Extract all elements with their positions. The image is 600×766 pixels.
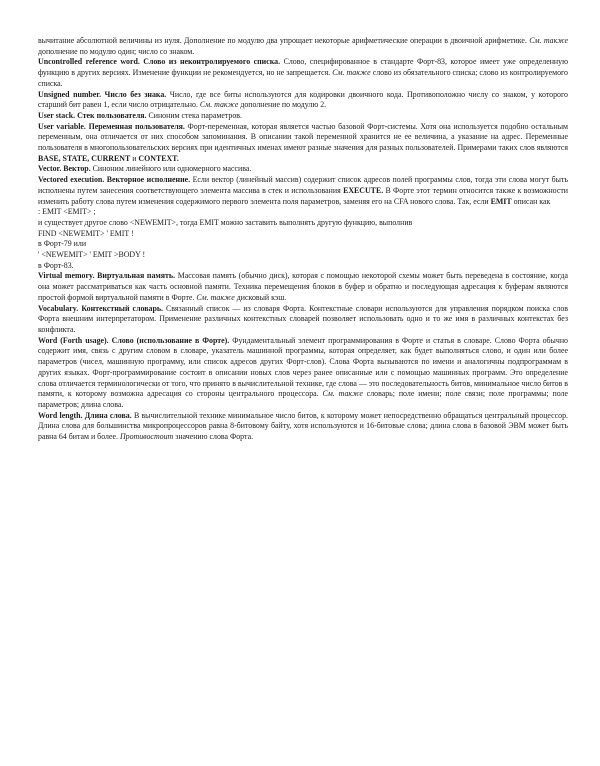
glossary-entry <box>38 271 568 303</box>
entry-text: В вычислительной технике минимальное число битов, к которому может непосредственно обращаться центральный процессор. Длина слова для большинства микропроцессоров равна 8-битовому байту, хотя используются и 16-битовые слова; длина слова в базовой ЭВМ может быть равна 64 битам и более. <box>38 410 568 442</box>
glossary-entry <box>38 175 568 207</box>
entry-text: Если вектор (линейный массив) содержит список адресов полей программы слов, тогда эти слова могут быть исполнены путем занесения соответствующего элемента массива в стек и использования <box>38 175 568 195</box>
entry-text: Синоним линейного или одномерного массива. <box>90 164 252 174</box>
code-line: : EMIT <EMIT> ; <box>38 207 96 217</box>
entry-emphasis: См. также <box>196 292 235 302</box>
entry-term: User stack. Стек пользователя. <box>38 110 147 120</box>
code-example <box>38 207 568 271</box>
entry-text: Связанный список — из словаря Форта. Контекстные словари используются для управления порядком поиска слов Форта внешним интерпретатором. Применение различных контекстных словарей позволяет использовать одно и то же имя в различных контекстах без конфликта. <box>38 303 568 334</box>
glossary-entry <box>38 336 568 411</box>
glossary-entry <box>38 164 568 175</box>
entry-text: Число, где все биты используются для кодировки двоичного кода. Противоположно числу со знаком, у которого старший бит равен 1, если число отрицательно. <box>38 89 568 110</box>
entry-text: В Форте этот термин относится также к возможности изменить работу слова путем изменения содержимого первого элемента поля параметров, заменяя его на CFA нового слова. Так, если <box>38 185 568 206</box>
entry-text: дополнение по модулю 2. <box>238 100 327 110</box>
entry-text: дополнение по модулю один; число со знаком. <box>38 46 195 56</box>
code-line: ' <NEWEMIT> ' EMIT >BODY ! <box>38 250 146 260</box>
entry-term: CONTEXT. <box>138 153 179 163</box>
glossary-entry <box>38 411 568 443</box>
entry-text: Синоним стека параметров. <box>146 110 242 120</box>
entry-term: Vocabulary. Контекстный словарь. <box>38 303 163 313</box>
glossary-entry <box>38 122 568 165</box>
entry-text: словарь; поле имени; поле связи; поле программы; поле параметров; длина слова. <box>38 389 568 409</box>
entry-term: User variable. Переменная пользователя. <box>38 121 185 131</box>
entry-text: вычитание абсолютной величины из нуля. Дополнение по модулю два упрощает некоторые арифметические операции в двоичной арифметике. <box>38 36 530 45</box>
entry-term: Vector. Вектор. <box>38 164 91 174</box>
glossary-entries-bottom <box>38 271 568 442</box>
entry-emphasis: Противостоит <box>119 432 174 442</box>
entry-text: слово из обязательного списка; слово из контролируемого списка. <box>38 68 568 88</box>
entry-emphasis: См. также <box>332 68 371 78</box>
entry-text: и <box>130 153 139 163</box>
entry-term: BASE, STATE, CURRENT <box>38 153 131 163</box>
entry-text: Массовая память (обычно диск), которая с помощью некоторой схемы может быть переведена в состояние, когда она может рассматриваться как часть основной памяти. Техника перемещения блоков в буфер и обратно и последующая адресация к буферам являются простой формой виртуальной памяти в Форте. <box>38 271 568 302</box>
code-line: FIND <NEWEMIT> ' EMIT ! <box>38 228 134 238</box>
entry-emphasis: См. также <box>529 36 569 45</box>
entry-text: Форт-переменная, которая является частью базовой Форт-системы. Хотя она используется подобно остальным переменным, она отличается от них способом запоминания. В описании такой переменной хранится не ее величина, а указание на адрес. Переменные пользователя в многопользовательских версиях при идентичных именах имеют разные значения для разных пользователей. Примерами таких слов являются <box>38 121 568 153</box>
entry-term: Vectored execution. Векторное исполнение. <box>38 175 191 185</box>
entry-text: описан как <box>511 196 551 206</box>
glossary-entries-top <box>38 36 568 207</box>
entry-term: EXECUTE. <box>343 185 384 195</box>
entry-term: Word length. Длина слова. <box>38 410 132 420</box>
code-line: в Форт-79 или <box>38 239 87 249</box>
glossary-entry <box>38 36 568 57</box>
glossary-entry <box>38 304 568 336</box>
entry-term: EMIT <box>490 196 512 206</box>
entry-emphasis: См. также <box>199 100 239 110</box>
code-line: и существует другое слово <NEWEMIT>, тогда EMIT можно заставить выполнять другую функцию, выполнив <box>38 217 413 227</box>
entry-term: Virtual memory. Виртуальная память. <box>38 271 176 281</box>
entry-term: Uncontrolled reference word. Слово из неконтролируемого списка. <box>38 57 281 67</box>
glossary-entry <box>38 57 568 89</box>
entry-term: Unsigned number. Число без знака. <box>38 89 167 99</box>
entry-emphasis: См. также <box>322 389 363 399</box>
entry-term: Word (Forth usage). Слово (использование в Форте). <box>38 335 230 345</box>
entry-text: дисковый кэш. <box>234 292 287 302</box>
entry-text: Фундаментальный элемент программирования в Форте и статья в словаре. Слово Форта обычно содержит имя, связь с другим словом в словаре, указатель машинной программы, которая определяет, как будет выполняться слово, и один или более параметров (чисел, машинную программу, или список адресов других Форт-слов). Слова Форта вызываются по имени и аналогичны подпрограммам в других языках. Форт-программирование состоит в описании новых слов через ранее описанные или с помощью машинных программ. Это определение слова отличается терминологически от того, что принято в вычислительной технике, где слова — это последовательность битов, минимальное число битов в памяти, к которому возможна адресация со стороны центрального процессора. <box>38 335 568 399</box>
code-line: в Форт-83. <box>38 260 74 270</box>
glossary-entry <box>38 90 568 111</box>
entry-text: Слово, специфированное в стандарте Форт-83, которое имеет уже определенную функцию в других версиях. Изменение функции не рекомендуется, но не запрещается. <box>38 57 568 78</box>
glossary-entry <box>38 111 568 122</box>
glossary-page <box>38 36 568 443</box>
entry-text: значению слова Форта. <box>173 432 254 442</box>
